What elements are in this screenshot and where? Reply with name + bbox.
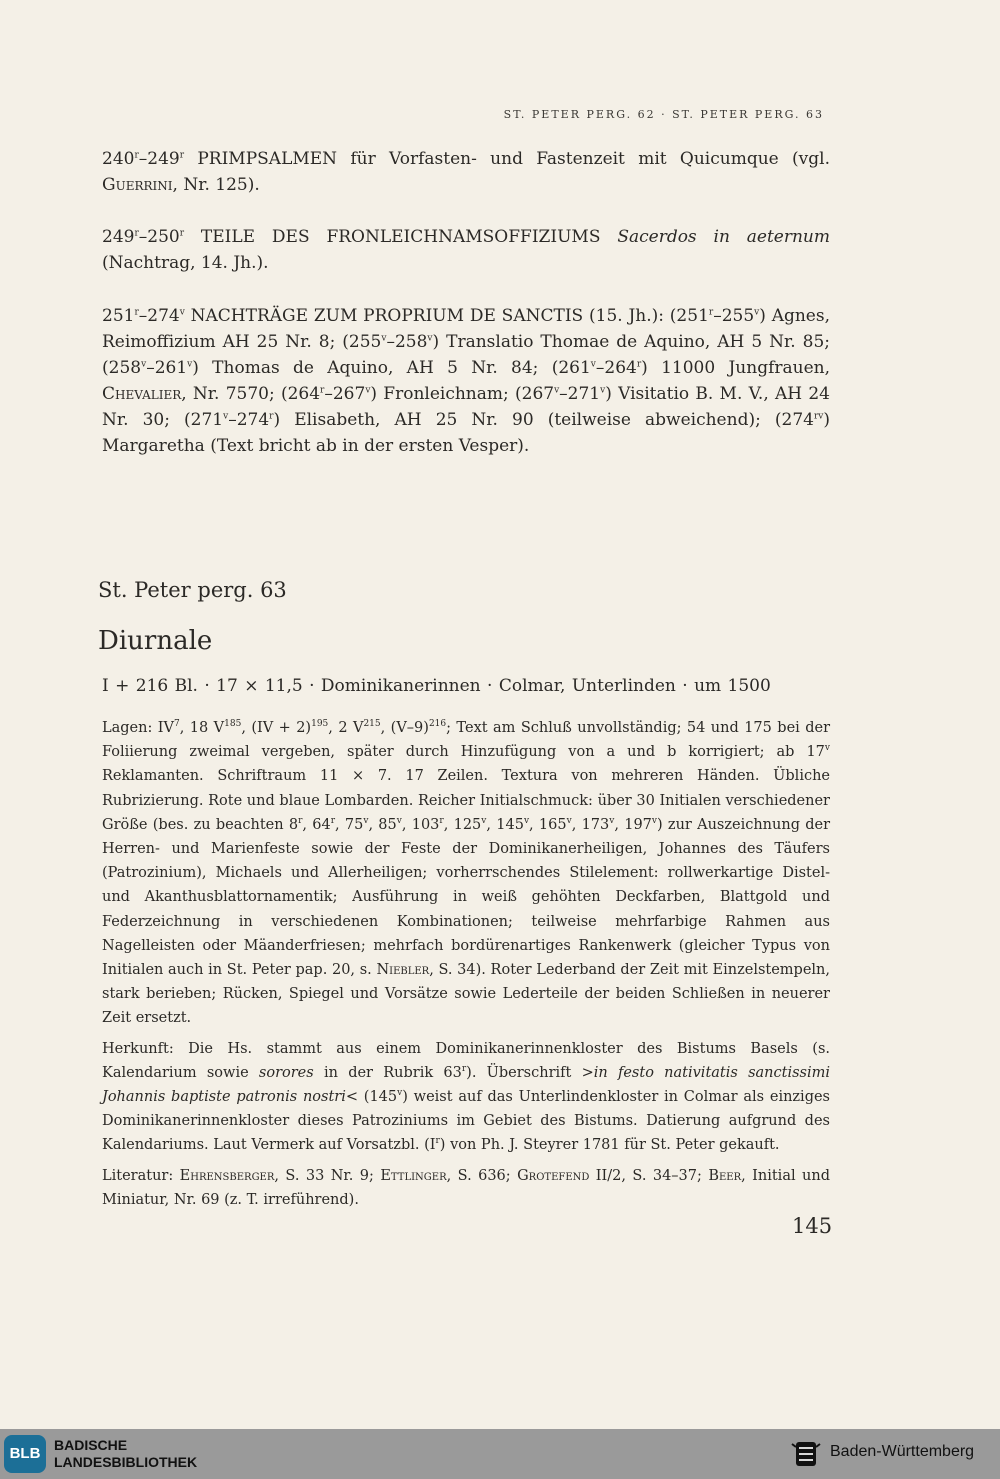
blb-name: BADISCHE LANDESBIBLIOTHEK (54, 1437, 198, 1470)
author-ref: Niebler (376, 962, 430, 979)
bw-name: Baden-Württemberg (830, 1443, 975, 1460)
entry-fronleichnam: 249$^r$–250$^r$ TEILE DES FRONLEICHNAMSOFFIZIUMS Sacerdos in aeternum (Nachtrag, 14. Jh.). (102, 227, 830, 273)
page-number: 145 (792, 1214, 833, 1238)
coat-of-arms-icon[interactable] (790, 1438, 822, 1470)
incipit: Sacerdos in aeternum (617, 227, 830, 247)
author-ref: Chevalier (102, 384, 182, 404)
author-ref: Beer (708, 1167, 742, 1184)
shelfmark: St. Peter perg. 63 (98, 578, 287, 602)
author-ref: Grotefend (517, 1167, 590, 1184)
running-head: ST. PETER PERG. 62 · ST. PETER PERG. 63 (503, 108, 824, 121)
footer-bar (0, 1429, 1000, 1479)
lagen-paragraph: Lagen: $IV^7$, 18 $V^{185}$, (IV + 2)$^{195}$, 2 $V^{215}$, $(V-9)^{216}$; Text am Schluß unvollständig; 54 und 175 bei der Foliierung zweimal vergeben, später durch Hinzufügung von a und b korrigiert; ab 17$^v$ Reklamanten. Schriftraum 11 × 7. 17 Zeilen. Textura von mehreren Händen. Übliche Rubrizierung. Rote und blaue Lombarden. Reicher Initialschmuck: über 30 Initialen verschiedener Größe (bes. zu beachten 8$^r$, 64$^r$, 75$^v$, 85$^v$, 103$^r$, 125$^v$, 145$^v$, 165$^v$, 173$^v$, 197$^v$) zur Auszeichnung der Herren- und Marienfeste sowie der Feste der Dominikanerheiligen, Johannes des Täufers (Patrozinium), Michaels und Allerheiligen; vorherrschendes Stilelement: rollwerkartige Distel- und Akanthusblattornamentik; Ausführung in weiß gehöhten Deckfarben, Blattgold und Federzeichnung in verschiedenen Kombinationen; teilweise mehrfarbige Rahmen aus Nagelleisten oder Mäanderfriesen; mehrfach bordürenartiges Rankenwerk (gleicher Typus von Initialen auch in St. Peter pap. 20, s. Niebler, S. 34). Roter Lederband der Zeit mit Einzelstempeln, stark berieben; Rücken, Spiegel und Vorsätze sowie Lederteile der beiden Schließen in neuerer Zeit ersetzt. (102, 719, 831, 1027)
author-ref: Guerrini (102, 175, 173, 195)
blb-logo[interactable]: BLB (4, 1435, 46, 1473)
herkunft-paragraph: Herkunft: Die Hs. stammt aus einem Dominikanerinnenkloster des Bistums Basels (s. Kalendarium sowie sorores in der Rubrik 63$^r$). Überschrift >in festo nativitatis sanctissimi Johannis baptiste patronis nostri< $(145^v)$ weist auf das Unterlindenkloster in Colmar als einziges Dominikanerinnenkloster dieses Patroziniums im Gebiet des Bistums. Datierung aufgrund des Kalendariums. Laut Vermerk auf Vorsatzbl. $(I^r)$ von Ph. J. Steyrer 1781 für St. Peter gekauft. (102, 1040, 830, 1154)
literatur-paragraph: Literatur: Ehrensberger, S. 33 Nr. 9; Ettlinger, S. 636; Grotefend II/2, S. 34–37; Beer, Initial und Miniatur, Nr. 69 (z. T. irreführend). (102, 1167, 830, 1208)
description (102, 716, 830, 1218)
author-ref: Ehrensberger (179, 1167, 275, 1184)
entry-nachtraege: 251$^r$–274$^v$ NACHTRÄGE ZUM PROPRIUM DE SANCTIS (15. Jh.): (251$^r$–255$^v$) Agnes, Reimoffizium AH 25 Nr. 8; (255$^v$–258$^v$) Translatio Thomae de Aquino, AH 5 Nr. 85; (258$^v$–261$^v$) Thomas de Aquino, AH 5 Nr. 84; (261$^v$–264$^r$) 11000 Jungfrauen, Chevalier, Nr. 7570; (264$^r$–267$^v$) Fronleichnam; (267$^v$–271$^v$) Visitatio B. M. V., AH 24 Nr. 30; (271$^v$–274$^r$) Elisabeth, AH 25 Nr. 90 (teilweise abweichend); $(274^{rv})$ Margaretha (Text bricht ab in der ersten Vesper). (102, 306, 830, 456)
entry-primpsalmen: 240$^r$–249$^r$ PRIMPSALMEN für Vorfasten- und Fastenzeit mit Quicumque (vgl. Guerrini, Nr. 125). (102, 149, 830, 195)
author-ref: Ettlinger (380, 1167, 447, 1184)
manuscript-meta: I + 216 Bl. · 17 × 11,5 · Dominikanerinnen · Colmar, Unterlinden · um 1500 (102, 676, 771, 696)
manuscript-title: Diurnale (98, 626, 213, 656)
